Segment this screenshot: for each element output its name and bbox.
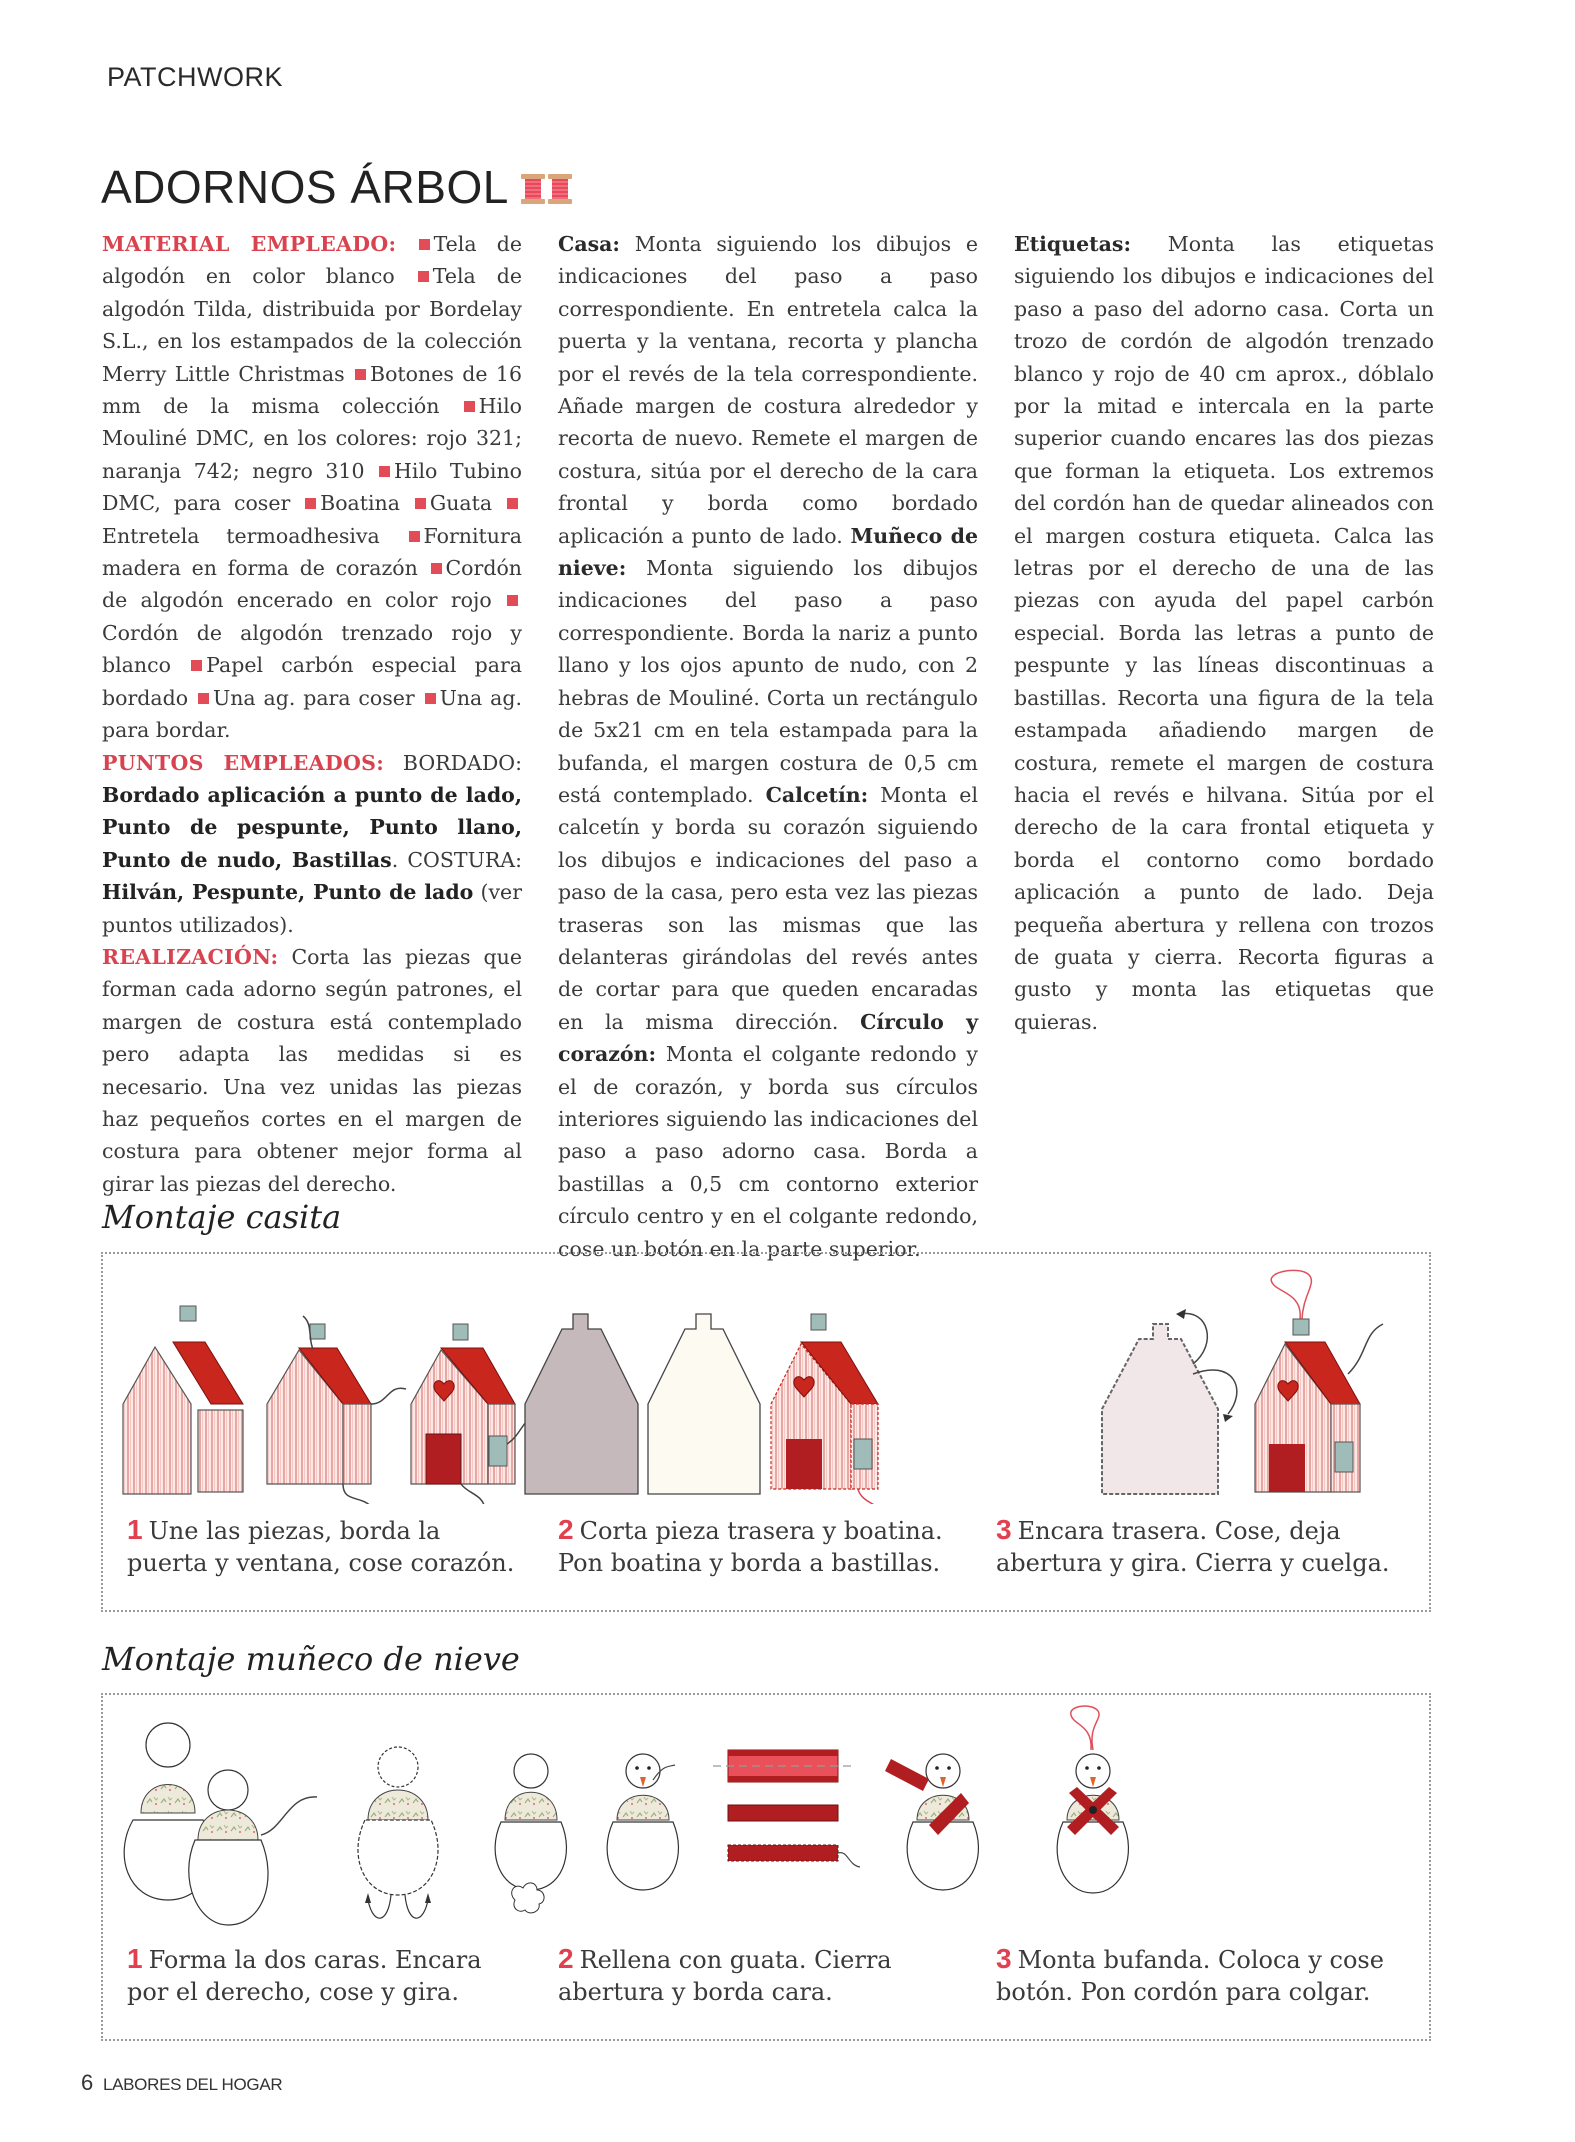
section-tag: PATCHWORK xyxy=(107,62,283,92)
labels-text: Monta las etiquetas siguiendo los dibujos e indicaciones del paso a paso del adorno casa. Corta un trozo de cordón de algodón trenzado blanco y rojo de 40 cm aprox., dóblalo por la mitad e intercala en la parte superior cuando encares las dos piezas que forman la etiqueta. Los extremos del cordón han de quedar alineados con el margen costura etiqueta. Calca las letras por el derecho de una de las piezas con ayuda del papel carbón especial. Borda las letras a punto de pespunte y las líneas discontinuas a bastillas. Recorta una figura de la tela estampada añadiendo margen de costura, remete el margen de costura hacia el revés e hilvana. Sitúa por el derecho de la cara frontal etiqueta y borda el contorno como bordado aplicación a punto de lado. Deja pequeña abertura y rellena con trozos de guata y cierra. Recorta figuras a gusto y monta las etiquetas que quieras. xyxy=(1014,232,1434,1034)
scarf-folding-steps xyxy=(713,1750,860,1867)
material-item: Entretela termoadhesiva xyxy=(102,523,380,548)
bullet-square-icon xyxy=(425,693,436,704)
house-step-1 xyxy=(127,1514,514,1579)
circle-heart-text: Monta el colgante redondo y el de corazón, y borda sus círculos interiores siguiendo las indicaciones del paso a paso adorno casa. Borda a bastillas a 0,5 cm contorno exterior círculo centro y en el colgante redondo, cose un botón en la parte superior. xyxy=(558,1042,978,1261)
snowman-face-embroidered xyxy=(607,1754,678,1890)
bullet-square-icon xyxy=(419,239,430,250)
embroidery-stitches: Bordado aplicación a punto de lado, Punto de pespunte, Punto llano, Punto de nudo, Bastillas xyxy=(102,782,522,872)
instructions-paragraph-continued xyxy=(558,228,978,1265)
column-2 xyxy=(558,228,978,1265)
step-number: 1 xyxy=(127,1514,143,1545)
bullet-square-icon xyxy=(418,271,429,282)
material-item: Papel carbón especial para bordado xyxy=(102,653,522,710)
snowman-step-3 xyxy=(996,1943,1384,2008)
snowman-two-faces xyxy=(124,1723,317,1925)
title-row xyxy=(101,160,572,214)
snowman-step-1 xyxy=(127,1943,482,2008)
house-finished-hanging xyxy=(1255,1270,1383,1492)
step-text: Monta bufanda. Coloca y cose xyxy=(1017,1946,1384,1974)
stitches-paragraph xyxy=(102,747,522,941)
step-text: abertura y borda cara. xyxy=(558,1978,833,2006)
thread-spool-icon xyxy=(521,174,545,204)
back-piece-gray xyxy=(525,1314,638,1494)
step-number: 2 xyxy=(558,1943,574,1974)
bullet-square-icon xyxy=(431,563,442,574)
material-item: Guata xyxy=(429,491,493,516)
instructions-intro: Corta las piezas que forman cada adorno según patrones, el margen de costura está contemplado pero adapta las medidas si es necesario. Una vez unidas las piezas haz pequeños cortes en el margen de costura para obtener mejor forma al girar las piezas del derecho. xyxy=(102,944,522,1196)
step-text: por el derecho, cose y gira. xyxy=(127,1978,459,2006)
step-text: abertura y gira. Cierra y cuelga. xyxy=(996,1549,1390,1577)
house-assembly-title: Montaje casita xyxy=(102,1198,342,1236)
material-item: Boatina xyxy=(320,491,400,516)
material-item: Cordón de algodón trenzado rojo y blanco xyxy=(102,620,522,678)
house-label: Casa: xyxy=(558,232,620,256)
difficulty-rating xyxy=(521,174,572,204)
material-item: Hilo Mouliné DMC, en los colores: rojo 321; naranja 742; negro 310 xyxy=(102,394,522,483)
material-item: Fornitura madera en forma de corazón xyxy=(102,523,522,581)
sewing-label: . COSTURA: xyxy=(391,847,523,872)
step-number: 1 xyxy=(127,1943,143,1974)
bullet-square-icon xyxy=(464,401,475,412)
step-text: puerta y ventana, cose corazón. xyxy=(127,1549,515,1577)
stitches-label: PUNTOS EMPLEADOS: xyxy=(102,750,385,775)
snowman-with-scarf xyxy=(885,1754,978,1890)
column-3 xyxy=(1014,228,1434,1265)
page-title: ADORNOS ÁRBOL xyxy=(101,161,509,213)
house-quilted xyxy=(771,1314,883,1504)
sock-label: Calcetín: xyxy=(765,782,869,807)
house-pieces-joined xyxy=(267,1316,406,1504)
step-text: botón. Pon cordón para colgar. xyxy=(996,1978,1371,2006)
materials-paragraph xyxy=(102,228,522,747)
embroidery-label: BORDADO: xyxy=(402,750,522,775)
snowman-assembly-title: Montaje muñeco de nieve xyxy=(102,1640,520,1678)
snowman-text: Monta siguiendo los dibujos indicaciones del paso a paso correspondiente. Borda la nariz a punto llano y los ojos apunto de nudo, con 2 hebras de Mouliné. Corta un rectángulo de 5x21 cm en tela estampada para la bufanda, el margen costura de 0,5 cm está contemplado. xyxy=(558,556,978,807)
column-1 xyxy=(102,228,522,1265)
house-step-3 xyxy=(996,1514,1390,1579)
house-assembly-panel xyxy=(101,1252,1431,1612)
step-number: 2 xyxy=(558,1514,574,1545)
snowman-finished-hanging xyxy=(1057,1706,1128,1893)
house-assembly-illustrations xyxy=(103,1254,1429,1504)
boatina-piece-cream xyxy=(648,1314,760,1494)
step-number: 3 xyxy=(996,1514,1012,1545)
circle-heart-label: Círculo y corazón: xyxy=(558,1009,978,1067)
bullet-square-icon xyxy=(191,660,202,671)
sewing-stitches: Hilván, Pespunte, Punto de lado xyxy=(102,880,474,905)
step-text: Pon boatina y borda a bastillas. xyxy=(558,1549,941,1577)
material-item: Botones de 16 mm de la misma colección xyxy=(102,361,522,419)
snowman-assembly-illustrations xyxy=(103,1695,1429,1935)
house-sewn-inside-out xyxy=(1102,1309,1237,1494)
bullet-square-icon xyxy=(409,531,420,542)
materials-label: MATERIAL EMPLEADO: xyxy=(102,232,397,256)
instructions-paragraph-start xyxy=(102,941,522,1200)
bullet-square-icon xyxy=(355,369,366,380)
bullet-square-icon xyxy=(415,498,426,509)
page-number: 6 xyxy=(81,2070,93,2095)
bullet-square-icon xyxy=(379,466,390,477)
magazine-name: LABORES DEL HOGAR xyxy=(102,2075,283,2094)
sock-text: Monta el calcetín y borda su corazón siguiendo los dibujos e indicaciones del paso a paso de la casa, pero esta vez las piezas traseras son las mismas que las delanteras girándolas del revés antes de cortar para que queden encaradas en la misma dirección. xyxy=(558,782,978,1034)
labels-label: Etiquetas: xyxy=(1014,232,1132,256)
house-pieces-separate xyxy=(123,1306,243,1494)
step-text: Forma la dos caras. Encara xyxy=(148,1946,482,1974)
article-body xyxy=(102,228,1442,1265)
house-text: Monta siguiendo los dibujos e indicaciones del paso a paso correspondiente. En entretela calca la puerta y la ventana, recorta y plancha por el revés de la tela correspondiente. Añade margen de costura alrededor y recorta de nuevo. Remete el margen de costura, sitúa por el derecho de la cara frontal y borda como bordado aplicación a punto de lado. xyxy=(558,232,978,548)
step-text: Corta pieza trasera y boatina. xyxy=(579,1517,943,1545)
snowman-assembly-panel xyxy=(101,1693,1431,2041)
step-text: Une las piezas, borda la xyxy=(148,1517,441,1545)
snowman-stuffed xyxy=(495,1754,566,1913)
step-text: Encara trasera. Cose, deja xyxy=(1017,1517,1341,1545)
material-item: Una ag. para coser xyxy=(212,685,415,710)
labels-paragraph xyxy=(1014,228,1434,1038)
material-item: Cordón de algodón encerado en color rojo xyxy=(102,556,522,613)
house-with-door-window-heart xyxy=(411,1324,541,1504)
bullet-square-icon xyxy=(198,693,209,704)
bullet-square-icon xyxy=(305,498,316,509)
bullet-square-icon xyxy=(507,498,518,509)
step-number: 3 xyxy=(996,1943,1012,1974)
material-item: Una ag. para bordar. xyxy=(102,685,522,743)
thread-spool-icon xyxy=(548,174,572,204)
stitches-note: (ver puntos utilizados). xyxy=(102,880,522,937)
house-step-2 xyxy=(558,1514,943,1579)
snowman-label: Muñeco de nieve: xyxy=(558,523,979,581)
bullet-square-icon xyxy=(507,595,518,606)
material-item: Tela de algodón en color blanco xyxy=(102,232,523,289)
snowman-step-2 xyxy=(558,1943,892,2008)
material-item: Hilo Tubino DMC, para coser xyxy=(102,458,522,516)
instructions-label: REALIZACIÓN: xyxy=(102,944,279,969)
page-footer xyxy=(81,2070,282,2096)
material-item: Tela de algodón Tilda, distribuida por Bordelay S.L., en los estampados de la colección Merry Little Christmas xyxy=(102,264,522,386)
snowman-sewn-turned xyxy=(358,1747,438,1918)
step-text: Rellena con guata. Cierra xyxy=(579,1946,892,1974)
